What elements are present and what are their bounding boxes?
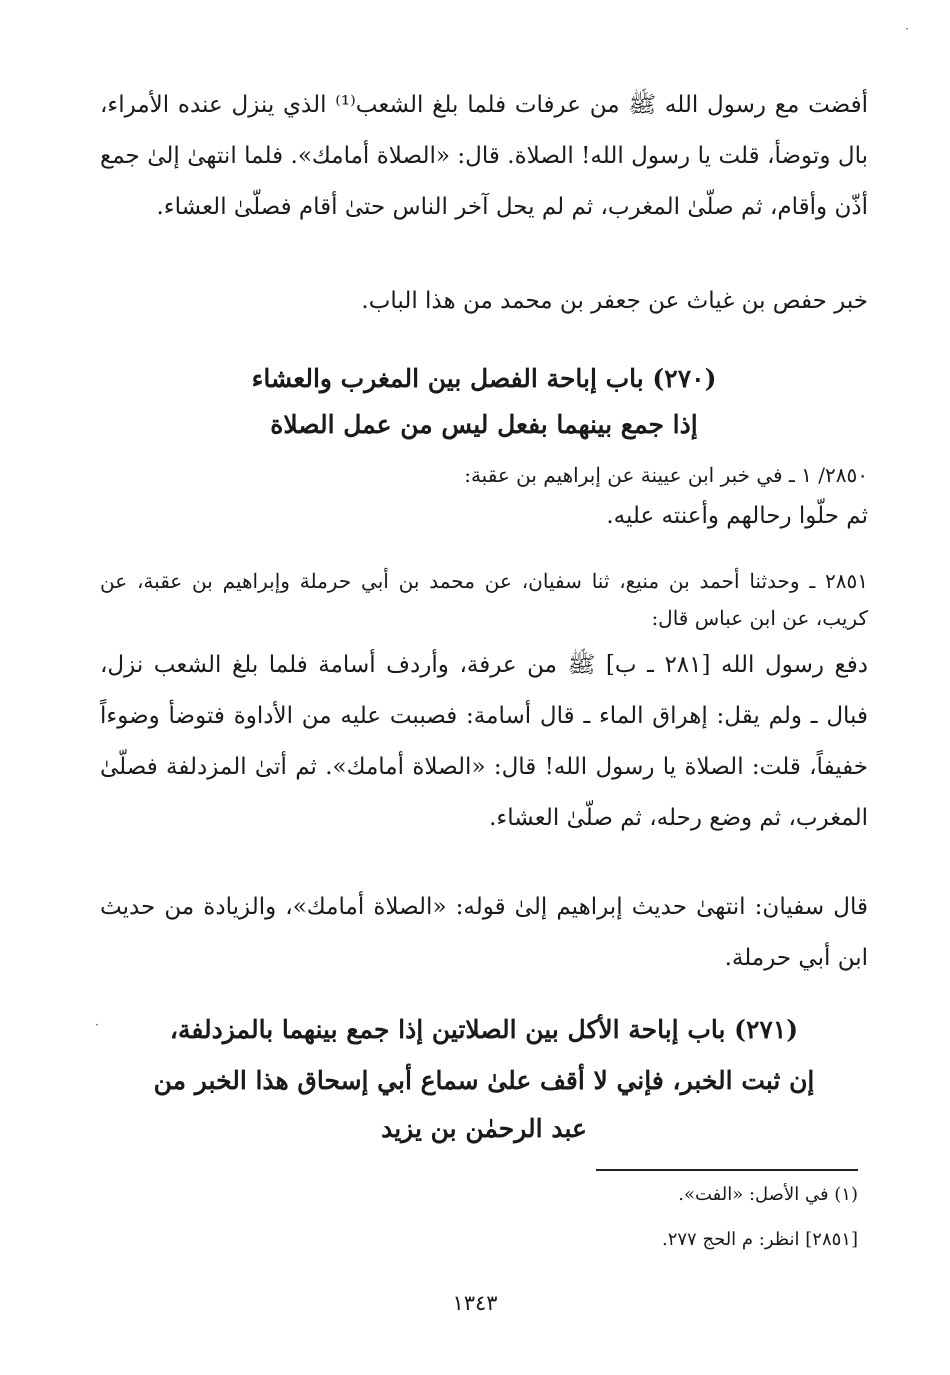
body-paragraph-2: خبر حفص بن غياث عن جعفر بن محمد من هذا الباب. xyxy=(361,288,868,314)
body-paragraph-1: أفضت مع رسول الله ﷺ من عرفات فلما بلغ الشعب⁽¹⁾ الذي ينزل عنده الأمراء، بال وتوضأ، قلت يا رسول الله! الصلاة. قال: «الصلاة أمامك». فلما انتهىٰ إلىٰ جمع أذّن وأقام، ثم صلّىٰ المغرب، ثم لم يحل آخر الناس حتىٰ أقام فصلّىٰ العشاء. xyxy=(100,92,869,220)
footnote-1: (١) في الأصل: «الفت». xyxy=(678,1184,858,1205)
margin-mark-left: · xyxy=(95,1018,99,1032)
margin-mark-top: · xyxy=(905,22,909,36)
chapter-271-heading-line-3: عبد الرحمٰن بن يزيد xyxy=(381,1114,587,1143)
hadith-2851-comment: قال سفيان: انتهىٰ حديث إبراهيم إلىٰ قوله: «الصلاة أمامك»، والزيادة من حديث ابن أبي حرملة. xyxy=(100,894,868,971)
hadith-2851-isnad: ٢٨٥١ ـ وحدثنا أحمد بن منيع، ثنا سفيان، عن محمد بن أبي حرملة وإبراهيم بن عقبة، عن كريب، عن ابن عباس قال: xyxy=(100,569,868,630)
chapter-270-heading-line-2: إذا جمع بينهما بفعل ليس من عمل الصلاة xyxy=(270,410,698,439)
chapter-271-heading-line-2: إن ثبت الخبر، فإني لا أقف علىٰ سماع أبي إسحاق هذا الخبر من xyxy=(153,1066,815,1095)
page-number: ١٣٤٣ xyxy=(452,1291,498,1315)
footnote-separator xyxy=(596,1169,858,1171)
chapter-271-heading-line-1: (٢٧١) باب إباحة الأكل بين الصلاتين إذا جمع بينهما بالمزدلفة، xyxy=(169,1015,799,1044)
hadith-2850-line-1: ٢٨٥٠/ ١ ـ في خبر ابن عيينة عن إبراهيم بن عقبة: xyxy=(464,463,868,487)
footnote-2: [٢٨٥١] انظر: م الحج ٢٧٧. xyxy=(661,1229,858,1250)
hadith-2850-line-2: ثم حلّوا رحالهم وأعنته عليه. xyxy=(606,503,868,529)
hadith-2851-matn: دفع رسول الله [٢٨١ ـ ب] ﷺ من عرفة، وأردف أسامة فلما بلغ الشعب نزل، فبال ـ ولم يقل: إهراق الماء ـ قال أسامة: فصببت عليه من الأداوة فتوضأ وضوءاً خفيفاً، قلت: الصلاة يا رسول الله! قال: «الصلاة أمامك». ثم أتىٰ المزدلفة فصلّىٰ المغرب، ثم وضع رحله، ثم صلّىٰ العشاء. xyxy=(100,652,869,831)
chapter-270-heading-line-1: (٢٧٠) باب إباحة الفصل بين المغرب والعشاء xyxy=(251,364,717,393)
